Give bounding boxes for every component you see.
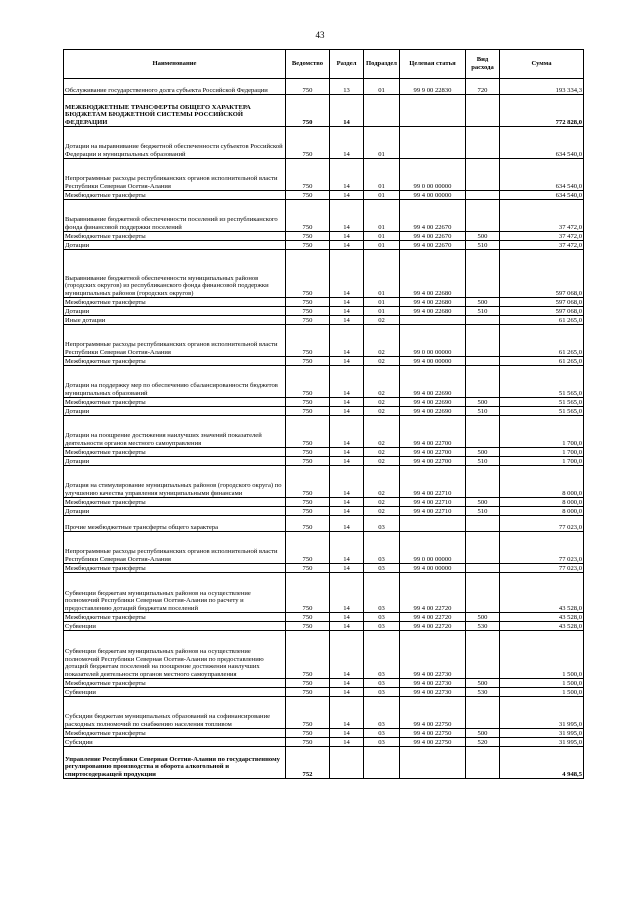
row-vid: 520 [466,738,500,747]
row-name: Межбюджетные трансферты [64,679,286,688]
row-sum: 43 528,0 [500,613,584,622]
table-row [64,729,584,738]
row-cel: 99 4 00 22710 [400,507,466,516]
row-vid [466,366,500,398]
row-name: Прочие межбюджетные трансферты общего характера [64,516,286,532]
table-row [64,507,584,516]
table-row [64,316,584,325]
row-sum: 8 000,0 [500,466,584,498]
row-name: Непрограммные расходы республиканских органов исполнительной власти Республики Северная Осетия-Алания [64,159,286,191]
row-cel: 99 4 00 22670 [400,200,466,232]
table-row [64,613,584,622]
row-vid: 500 [466,498,500,507]
row-cel: 99 4 00 22710 [400,498,466,507]
row-name: Субвенции [64,688,286,697]
row-sum: 31 995,0 [500,738,584,747]
row-vid [466,516,500,532]
row-podrazd [364,95,400,127]
table-row [64,159,584,191]
row-razd: 14 [330,316,364,325]
row-sum: 193 334,3 [500,79,584,95]
row-razd: 14 [330,232,364,241]
row-cel: 99 4 00 22700 [400,416,466,448]
row-vid [466,325,500,357]
row-name: Субвенции бюджетам муниципальных районов на осуществление полномочий Республики Северная Осетия-Алания по расчету и предоставлению дотаций бюджетам поселений [64,573,286,613]
row-razd: 14 [330,573,364,613]
row-ved: 750 [286,407,330,416]
row-name: Субсидии бюджетам муниципальных образований на софинансирование расходных полномочий по снабжению населения топливом [64,697,286,729]
row-ved: 750 [286,298,330,307]
row-podrazd: 01 [364,191,400,200]
row-sum: 77 023,0 [500,516,584,532]
row-name: Выравнивание бюджетной обеспеченности поселений из республиканского фонда финансовой поддержки поселений [64,200,286,232]
row-vid [466,200,500,232]
row-ved: 750 [286,95,330,127]
row-podrazd: 02 [364,316,400,325]
row-podrazd [364,747,400,779]
row-sum: 634 540,0 [500,127,584,159]
row-sum: 597 068,0 [500,250,584,298]
row-podrazd: 02 [364,407,400,416]
row-razd: 14 [330,416,364,448]
table-row [64,747,584,779]
row-sum: 597 068,0 [500,307,584,316]
row-sum: 1 500,0 [500,688,584,697]
table-row [64,532,584,564]
row-cel: 99 4 00 00000 [400,564,466,573]
row-name: Выравнивание бюджетной обеспеченности муниципальных районов (городских округов) из республиканского фонда финансовой поддержки муниципальных районов (городских округов) [64,250,286,298]
row-sum: 51 565,0 [500,366,584,398]
header-cel: Целевая статья [400,50,466,79]
row-name: Межбюджетные трансферты [64,564,286,573]
row-vid [466,316,500,325]
row-podrazd: 03 [364,564,400,573]
row-podrazd: 03 [364,738,400,747]
row-cel: 99 4 00 22690 [400,366,466,398]
table-row [64,416,584,448]
row-vid: 530 [466,688,500,697]
row-razd: 14 [330,159,364,191]
row-razd: 14 [330,307,364,316]
row-razd: 14 [330,95,364,127]
row-razd: 14 [330,498,364,507]
row-vid [466,159,500,191]
row-name: Субвенции [64,622,286,631]
table-row [64,457,584,466]
row-vid: 500 [466,448,500,457]
row-razd: 14 [330,127,364,159]
table-row [64,622,584,631]
row-podrazd: 01 [364,159,400,191]
row-ved: 750 [286,631,330,679]
row-vid [466,697,500,729]
row-name: Обслуживание государственного долга субъекта Российской Федерации [64,79,286,95]
row-ved: 750 [286,200,330,232]
row-vid: 510 [466,241,500,250]
row-razd: 14 [330,622,364,631]
row-name: Управление Республики Северная Осетия-Алания по государственному регулированию производства и оборота алкогольной и спиртосодержащей продукции [64,747,286,779]
row-sum: 634 540,0 [500,159,584,191]
table-row [64,738,584,747]
row-name: Дотация на стимулирование муниципальных районов (городского округа) по улучшению качества управления муниципальными финансами [64,466,286,498]
row-razd: 14 [330,357,364,366]
row-podrazd: 01 [364,79,400,95]
row-cel: 99 4 00 22730 [400,688,466,697]
row-sum: 77 023,0 [500,564,584,573]
table-row [64,298,584,307]
header-vid: Вид расхода [466,50,500,79]
row-vid: 500 [466,298,500,307]
row-vid [466,631,500,679]
row-podrazd: 02 [364,416,400,448]
table-row [64,466,584,498]
row-sum: 1 700,0 [500,457,584,466]
row-name: МЕЖБЮДЖЕТНЫЕ ТРАНСФЕРТЫ ОБЩЕГО ХАРАКТЕРА БЮДЖЕТАМ БЮДЖЕТНОЙ СИСТЕМЫ РОССИЙСКОЙ ФЕДЕРАЦИИ [64,95,286,127]
row-cel: 99 4 00 22720 [400,613,466,622]
row-cel: 99 4 00 22690 [400,398,466,407]
row-name: Межбюджетные трансферты [64,232,286,241]
row-vid [466,357,500,366]
row-cel: 99 4 00 22720 [400,622,466,631]
row-ved: 750 [286,191,330,200]
row-sum: 1 500,0 [500,679,584,688]
header-sum: Сумма [500,50,584,79]
table-row [64,357,584,366]
table-header-row [64,50,584,79]
row-cel [400,316,466,325]
row-sum: 37 472,0 [500,200,584,232]
row-name: Дотации на поощрение достижения наилучших значений показателей деятельности органов местного самоуправления [64,416,286,448]
row-razd: 14 [330,407,364,416]
row-sum: 4 948,5 [500,747,584,779]
row-ved: 750 [286,564,330,573]
row-vid: 510 [466,407,500,416]
row-name: Непрограммные расходы республиканских органов исполнительной власти Республики Северная Осетия-Алания [64,325,286,357]
row-ved: 750 [286,316,330,325]
row-cel: 99 4 00 22750 [400,738,466,747]
row-razd: 14 [330,457,364,466]
table-row [64,407,584,416]
row-name: Дотации [64,241,286,250]
row-razd: 14 [330,631,364,679]
row-podrazd: 03 [364,679,400,688]
row-name: Дотации [64,407,286,416]
row-sum: 8 000,0 [500,507,584,516]
row-ved: 752 [286,747,330,779]
row-sum: 51 565,0 [500,407,584,416]
row-vid: 510 [466,457,500,466]
row-razd: 14 [330,688,364,697]
row-cel: 99 4 00 22670 [400,232,466,241]
row-podrazd: 03 [364,516,400,532]
row-sum: 61 265,0 [500,325,584,357]
row-cel [400,516,466,532]
header-ved: Ведомство [286,50,330,79]
table-body [64,79,584,779]
row-podrazd: 02 [364,398,400,407]
row-sum: 31 995,0 [500,697,584,729]
row-razd: 14 [330,448,364,457]
row-cel [400,127,466,159]
row-podrazd: 02 [364,507,400,516]
row-ved: 750 [286,613,330,622]
row-name: Иные дотации [64,316,286,325]
row-name: Дотации на поддержку мер по обеспечению сбалансированности бюджетов муниципальных образований [64,366,286,398]
row-podrazd: 01 [364,232,400,241]
row-name: Межбюджетные трансферты [64,448,286,457]
row-name: Межбюджетные трансферты [64,298,286,307]
row-sum: 77 023,0 [500,532,584,564]
table-row [64,631,584,679]
row-ved: 750 [286,232,330,241]
row-razd: 14 [330,398,364,407]
row-cel: 99 4 00 22720 [400,573,466,613]
row-razd: 14 [330,738,364,747]
row-sum: 61 265,0 [500,357,584,366]
row-sum: 51 565,0 [500,398,584,407]
row-ved: 750 [286,688,330,697]
row-cel: 99 9 00 22830 [400,79,466,95]
row-name: Межбюджетные трансферты [64,613,286,622]
row-razd: 14 [330,241,364,250]
row-razd: 14 [330,191,364,200]
row-ved: 750 [286,516,330,532]
row-cel: 99 4 00 00000 [400,357,466,366]
row-razd: 14 [330,507,364,516]
row-ved: 750 [286,466,330,498]
row-sum: 8 000,0 [500,498,584,507]
table-row [64,697,584,729]
row-cel [400,95,466,127]
row-ved: 750 [286,622,330,631]
row-ved: 750 [286,507,330,516]
table-row [64,191,584,200]
row-sum: 1 500,0 [500,631,584,679]
table-row [64,95,584,127]
row-vid [466,127,500,159]
row-podrazd: 02 [364,325,400,357]
row-ved: 750 [286,729,330,738]
table-row [64,679,584,688]
row-cel: 99 4 00 22680 [400,307,466,316]
row-vid: 530 [466,622,500,631]
row-podrazd: 01 [364,241,400,250]
row-podrazd: 03 [364,622,400,631]
row-ved: 750 [286,679,330,688]
table-row [64,232,584,241]
row-name: Межбюджетные трансферты [64,398,286,407]
row-cel: 99 0 00 00000 [400,532,466,564]
row-podrazd: 01 [364,307,400,316]
row-sum: 31 995,0 [500,729,584,738]
row-podrazd: 03 [364,631,400,679]
row-razd: 14 [330,516,364,532]
row-razd: 14 [330,729,364,738]
row-podrazd: 02 [364,448,400,457]
row-sum: 37 472,0 [500,241,584,250]
row-sum: 37 472,0 [500,232,584,241]
row-ved: 750 [286,573,330,613]
row-vid [466,191,500,200]
row-cel: 99 4 00 22730 [400,679,466,688]
header-name: Наименование [64,50,286,79]
row-ved: 750 [286,307,330,316]
table-row [64,398,584,407]
row-ved: 750 [286,127,330,159]
row-razd: 14 [330,697,364,729]
row-vid: 720 [466,79,500,95]
row-ved: 750 [286,416,330,448]
row-name: Межбюджетные трансферты [64,498,286,507]
row-podrazd: 01 [364,250,400,298]
row-cel: 99 4 00 22670 [400,241,466,250]
row-sum: 1 700,0 [500,448,584,457]
row-razd: 13 [330,79,364,95]
row-cel: 99 4 00 22690 [400,407,466,416]
row-ved: 750 [286,498,330,507]
row-cel: 99 4 00 22680 [400,298,466,307]
table-row [64,448,584,457]
row-ved: 750 [286,325,330,357]
header-podrazd: Подраздел [364,50,400,79]
row-vid [466,573,500,613]
row-podrazd: 01 [364,200,400,232]
row-ved: 750 [286,79,330,95]
table-row [64,366,584,398]
row-ved: 750 [286,697,330,729]
row-razd: 14 [330,250,364,298]
row-sum: 43 528,0 [500,573,584,613]
table-row [64,79,584,95]
row-podrazd: 03 [364,532,400,564]
row-podrazd: 02 [364,357,400,366]
row-podrazd: 03 [364,729,400,738]
row-podrazd: 01 [364,127,400,159]
row-vid: 500 [466,679,500,688]
row-cel: 99 4 00 22700 [400,457,466,466]
row-podrazd: 02 [364,457,400,466]
row-cel: 99 4 00 22750 [400,729,466,738]
row-cel: 99 0 00 00000 [400,159,466,191]
row-vid [466,747,500,779]
row-podrazd: 02 [364,498,400,507]
row-ved: 750 [286,457,330,466]
row-ved: 750 [286,738,330,747]
table-row [64,564,584,573]
row-vid [466,532,500,564]
row-razd: 14 [330,679,364,688]
row-cel: 99 4 00 22710 [400,466,466,498]
row-podrazd: 03 [364,613,400,622]
table-row [64,516,584,532]
table-row [64,688,584,697]
row-name: Дотации [64,457,286,466]
row-podrazd: 03 [364,697,400,729]
row-vid [466,466,500,498]
row-podrazd: 03 [364,688,400,697]
row-name: Субвенции бюджетам муниципальных районов на осуществление полномочий Республики Северная Осетия-Алания по предоставлению дотаций бюджетам поселений на поощрение достижения наилучших показателей деятельности органов местного самоуправления [64,631,286,679]
row-vid [466,416,500,448]
row-razd: 14 [330,466,364,498]
row-razd [330,747,364,779]
row-name: Межбюджетные трансферты [64,357,286,366]
row-cel: 99 4 00 22700 [400,448,466,457]
table-row [64,307,584,316]
row-name: Субсидии [64,738,286,747]
row-razd: 14 [330,564,364,573]
row-vid: 500 [466,398,500,407]
row-vid: 510 [466,307,500,316]
row-vid [466,250,500,298]
row-podrazd: 01 [364,298,400,307]
table-row [64,200,584,232]
row-name: Дотации [64,307,286,316]
row-sum: 61 265,0 [500,316,584,325]
row-name: Непрограммные расходы республиканских органов исполнительной власти Республики Северная Осетия-Алания [64,532,286,564]
row-vid: 500 [466,613,500,622]
header-razd: Раздел [330,50,364,79]
row-cel: 99 4 00 00000 [400,191,466,200]
table-row [64,325,584,357]
row-name: Дотации [64,507,286,516]
row-ved: 750 [286,366,330,398]
row-vid: 510 [466,507,500,516]
row-vid: 500 [466,729,500,738]
row-sum: 772 828,0 [500,95,584,127]
row-cel: 99 0 00 00000 [400,325,466,357]
table-row [64,573,584,613]
row-ved: 750 [286,250,330,298]
row-ved: 750 [286,241,330,250]
row-sum: 634 540,0 [500,191,584,200]
row-razd: 14 [330,532,364,564]
row-vid [466,95,500,127]
row-podrazd: 02 [364,366,400,398]
row-razd: 14 [330,613,364,622]
row-sum: 1 700,0 [500,416,584,448]
row-ved: 750 [286,357,330,366]
row-cel: 99 4 00 22730 [400,631,466,679]
row-name: Межбюджетные трансферты [64,191,286,200]
row-podrazd: 02 [364,466,400,498]
row-podrazd: 03 [364,573,400,613]
row-ved: 750 [286,448,330,457]
row-vid [466,564,500,573]
row-sum: 43 528,0 [500,622,584,631]
row-name: Межбюджетные трансферты [64,729,286,738]
row-razd: 14 [330,325,364,357]
page-number: 43 [315,30,325,40]
budget-table [63,49,584,779]
row-ved: 750 [286,398,330,407]
table-row [64,241,584,250]
row-ved: 750 [286,159,330,191]
row-vid: 500 [466,232,500,241]
row-cel [400,747,466,779]
row-cel: 99 4 00 22750 [400,697,466,729]
row-ved: 750 [286,532,330,564]
table-row [64,250,584,298]
row-name: Дотации на выравнивание бюджетной обеспеченности субъектов Российской Федерации и муниципальных образований [64,127,286,159]
row-sum: 597 068,0 [500,298,584,307]
row-razd: 14 [330,366,364,398]
row-razd: 14 [330,200,364,232]
table-row [64,498,584,507]
row-cel: 99 4 00 22680 [400,250,466,298]
table-row [64,127,584,159]
row-razd: 14 [330,298,364,307]
